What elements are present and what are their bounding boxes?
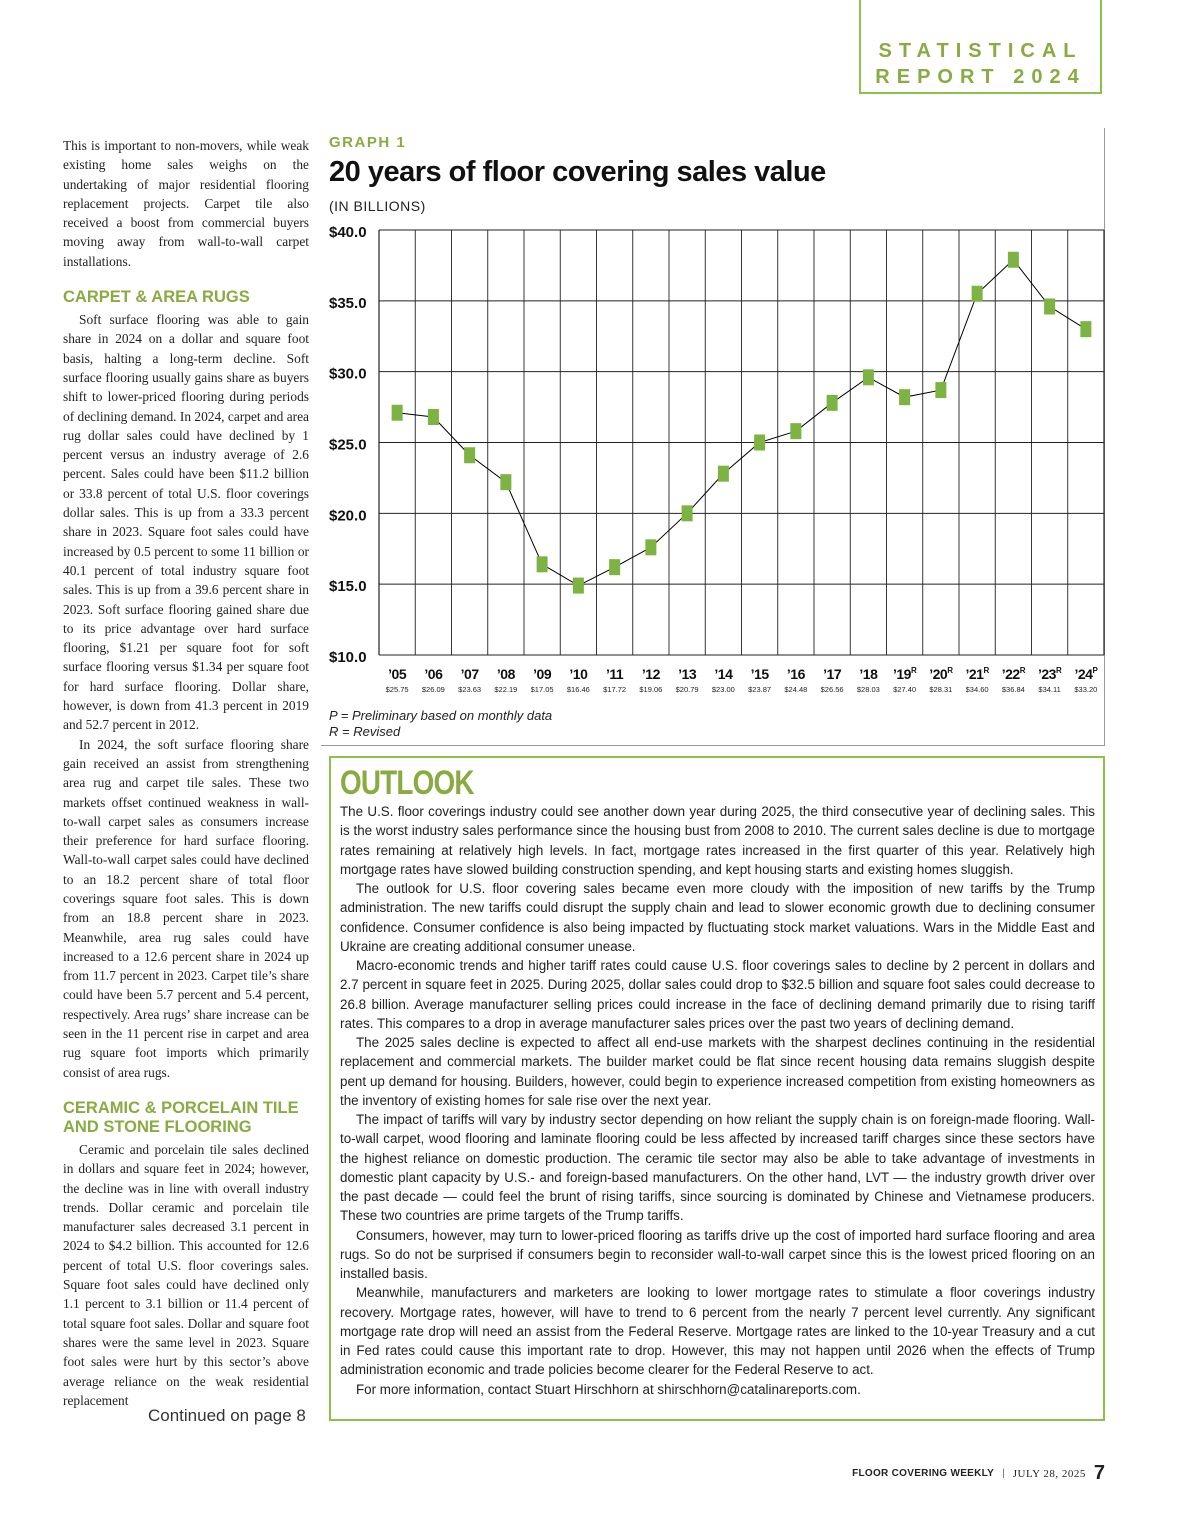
data-point-marker xyxy=(573,578,584,594)
data-value-label: $16.46 xyxy=(566,685,590,694)
y-tick-label: $20.0 xyxy=(329,507,367,525)
x-tick-label: ’10 xyxy=(569,666,588,682)
x-tick-superscript: R xyxy=(910,666,917,675)
outlook-paragraph-7: Meanwhile, manufacturers and marketers are looking to lower mortgage rates to stimulate a floor coverings industry recovery. Mortgage rates, however, will have to trend to 6 percent from the nearly 7 percent level currently. Any significant mortgage rate drop will need an assist from the Federal Reserve. Mortgage rates are linked to the 10-year Treasury and a cut in Fed rates could cause this important rate to drop. However, this may not happen until 2026 when the effects of Trump administration economic and trade policies become clearer for the Federal Reserve to act. xyxy=(340,1285,1095,1378)
note-revised: R = Revised xyxy=(329,724,401,739)
x-tick-superscript: R xyxy=(1055,666,1062,675)
x-tick-superscript: R xyxy=(983,666,989,675)
x-tick-superscript: P xyxy=(1092,666,1098,675)
data-value-label: $34.11 xyxy=(1038,685,1061,694)
x-tick-label: ’09 xyxy=(533,666,552,682)
y-tick-label: $10.0 xyxy=(329,649,367,666)
data-value-label: $17.05 xyxy=(530,685,554,694)
data-point-marker xyxy=(1080,321,1091,337)
publication-name: FLOOR COVERING WEEKLY xyxy=(852,1468,995,1479)
carpet-paragraph-2: In 2024, the soft surface flooring share gain received an assist from strengthening area rug and carpet tile sales. These two markets offset continued weakness in wall-to-wall carpet sales as consumers increase their preference for hard surface flooring. Wall-to-wall carpet sales could have declined to an 18.2 percent share of total floor coverings square foot sales. This is down from an 18.8 percent share in 2023. Meanwhile, area rug sales could have increased to a 12.6 percent share in 2024 up from 11.7 percent in 2023. Carpet tile’s share could have been 5.7 percent and 5.4 percent, respectively. Area rugs’ share increase can be seen in the 11 percent rise in carpet and area rug square foot imports which primarily consist of area rugs. xyxy=(63,736,309,1080)
outlook-paragraph-3: Macro-economic trends and higher tariff rates could cause U.S. floor coverings sales to decline by 2 percent in dollars and 2.7 percent in square feet in 2025. During 2025, dollar sales could drop to $32.5 billion and square foot sales could decrease to 26.8 billion. Average manufacturer selling prices could increase in the face of declining demand primarily due to rising tariff rates. This compares to a drop in average manufacturer sales prices over the past two years of declining demand. xyxy=(340,958,1095,1031)
badge-line-2: REPORT 2024 xyxy=(875,66,1086,88)
x-tick-label: ’13 xyxy=(678,666,697,682)
data-value-label: $26.09 xyxy=(421,685,445,694)
data-point-marker xyxy=(972,286,983,302)
data-value-label: $26.56 xyxy=(820,685,844,694)
data-value-label: $20.79 xyxy=(675,685,699,694)
ceramic-paragraph-1: Ceramic and porcelain tile sales declined in dollars and square feet in 2024; however, the decline was in line with overall industry trends. Dollar ceramic and porcelain tile manufacturer sales decreased 3.1 percent in 2024 to $4.2 billion. This accounted for 12.6 percent of total U.S. floor coverings sales. Square foot sales could have declined only 1.1 percent to 3.1 billion or 11.4 percent of total square foot sales. Dollar and square foot shares were the same level in 2023. Square foot sales were hurt by this sector’s above average reliance on the weak residential replacement xyxy=(63,1141,309,1408)
data-point-marker xyxy=(609,559,620,575)
data-value-label: $25.75 xyxy=(385,685,409,694)
data-value-label: $34.60 xyxy=(965,685,989,694)
continued-link[interactable]: Continued on page 8 xyxy=(148,1406,306,1425)
y-tick-label: $30.0 xyxy=(329,365,367,383)
outlook-paragraph-1: The U.S. floor coverings industry could see another down year during 2025, the third consecutive year of declining sales. This is the worst industry sales performance since the housing bust from 2008 to 2010. The current sales decline is due to mortgage rates remaining at relatively high levels. In fact, mortgage rates increased in the first quarter of this year. Relatively high mortgage rates have slowed building construction spending, and kept housing starts and existing homes sluggish. xyxy=(340,804,1095,877)
data-value-label: $23.87 xyxy=(748,685,772,694)
data-point-marker xyxy=(645,539,656,555)
x-tick-label: ’18 xyxy=(859,666,878,682)
y-tick-label: $35.0 xyxy=(329,294,367,312)
carpet-paragraph-1: Soft surface flooring was able to gain share in 2024 on a dollar and square foot basis, halting a long-term decline. Soft surface flooring usually gains share as buyers shift to lower-priced flooring during periods of declining demand. In 2024, carpet and area rug dollar sales could have declined by 1 percent versus an industry average of 2.6 percent. Sales could have been $11.2 billion or 33.8 percent of total U.S. floor coverings dollar sales. This is up from a 33.3 percent share in 2023. Square foot sales could have increased by 0.5 percent to some 11 billion or 40.1 percent of total industry square foot sales. This is up from a 39.6 percent share in 2023. Soft surface flooring gained share due to its price advantage over hard surface flooring, $1.21 per square foot for soft surface flooring versus $1.34 per square foot for hard surface flooring. Dollar share, however, is down from 41.3 percent in 2019 and 52.7 percent in 2012. xyxy=(63,312,309,733)
x-tick-label: $’19^R$ xyxy=(893,666,917,682)
data-point-marker xyxy=(537,556,548,572)
data-value-label: $19.06 xyxy=(639,685,663,694)
outlook-box xyxy=(329,756,1105,1421)
x-tick-label: $’22^R$ xyxy=(1001,666,1025,682)
data-value-label: $28.31 xyxy=(929,685,953,694)
data-point-marker xyxy=(464,447,475,463)
footer-separator: | xyxy=(1002,1468,1005,1479)
outlook-paragraph-6: Consumers, however, may turn to lower-priced flooring as tariffs drive up the cost of imported hard surface flooring and area rugs. So do not be surprised if consumers begin to reconsider wall-to-wall carpet since this is the lowest priced flooring on an installed basis. xyxy=(340,1227,1095,1281)
x-tick-label: $’23^R$ xyxy=(1038,666,1062,682)
y-tick-label: $15.0 xyxy=(329,578,367,596)
data-value-label: $22.19 xyxy=(494,685,518,694)
data-point-marker xyxy=(863,369,874,385)
graph-title: 20 years of floor covering sales value xyxy=(329,156,826,188)
data-point-marker xyxy=(827,395,838,411)
left-column xyxy=(63,136,309,1410)
sales-line-chart xyxy=(321,128,1105,746)
x-tick-superscript: R xyxy=(1019,666,1025,675)
data-point-marker xyxy=(500,474,511,490)
x-tick-label: ’16 xyxy=(786,666,805,682)
page-footer xyxy=(852,1462,1105,1485)
outlook-heading: OUTLOOK xyxy=(340,764,474,802)
outlook-paragraph-5: The impact of tariffs will vary by industry sector depending on how reliant the supply chain is on foreign-made flooring. Wall-to-wall carpet, wood flooring and laminate flooring could be less affected by increased tariff charges since these sectors have the highest reliance on domestic production. The ceramic tile sector may also be able to take advantage of investments in domestic plant capacity by U.S.- and foreign-based manufacturers. On the other hand, LVT — the industry growth driver over the past decade — could feel the brunt of rising tariffs, since sourcing is dominated by Chinese and Vietnamese producers. These two countries are prime targets of the Trump tariffs. xyxy=(340,1112,1095,1224)
page-number: 7 xyxy=(1093,1462,1105,1484)
data-point-marker xyxy=(1008,252,1019,268)
x-tick-label: ’12 xyxy=(641,666,660,682)
x-tick-superscript: R xyxy=(947,666,953,675)
y-tick-label: $40.0 xyxy=(329,224,367,241)
data-value-label: $27.40 xyxy=(893,685,917,694)
graph-block xyxy=(321,128,1105,746)
x-tick-label: ’15 xyxy=(750,666,769,682)
data-value-label: $23.63 xyxy=(458,685,482,694)
data-point-marker xyxy=(718,466,729,482)
data-value-label: $28.03 xyxy=(856,685,880,694)
x-tick-label: $’24^P$ xyxy=(1074,666,1098,682)
section-heading-ceramic: CERAMIC & PORCELAIN TILE AND STONE FLOORING xyxy=(63,1098,299,1136)
data-value-label: $36.84 xyxy=(1001,685,1025,694)
note-preliminary: P = Preliminary based on monthly data xyxy=(329,708,553,723)
data-value-label: $33.20 xyxy=(1074,685,1098,694)
graph-subtitle: (IN BILLIONS) xyxy=(329,198,426,214)
y-tick-label: $25.0 xyxy=(329,436,367,454)
outlook-paragraph-4: The 2025 sales decline is expected to affect all end-use markets with the sharpest declines continuing in the residential replacement and commercial markets. The builder market could be flat since recent housing data remains sluggish despite pent up demand for housing. Builders, however, could begin to experience increased competition from existing homeowners as the inventory of existing homes for sale rise over the next year. xyxy=(340,1035,1095,1108)
data-point-marker xyxy=(790,423,801,439)
issue-date: JULY 28, 2025 xyxy=(1012,1467,1086,1480)
x-tick-label: $’21^R$ xyxy=(965,666,989,682)
outlook-paragraph-8: For more information, contact Stuart Hirschhorn at shirschhorn@catalinareports.com. xyxy=(356,1381,861,1397)
data-point-marker xyxy=(899,389,910,405)
x-tick-label: ’07 xyxy=(460,666,479,682)
data-point-marker xyxy=(682,505,693,521)
x-tick-label: $’20^R$ xyxy=(929,666,953,682)
x-tick-label: ’08 xyxy=(496,666,515,682)
x-tick-label: ’06 xyxy=(424,666,443,682)
report-badge xyxy=(859,0,1102,94)
intro-paragraph: This is important to non-movers, while weak existing home sales weighs on the undertaking of major residential flooring replacement projects. Carpet tile also received a boost from commercial buyers moving away from wall-to-wall carpet installations. xyxy=(63,138,309,269)
outlook-paragraph-2: The outlook for U.S. floor covering sales became even more cloudy with the imposition of new tariffs by the Trump administration. The new tariffs could disrupt the supply chain and lead to slower economic growth due to declining consumer confidence. Consumer confidence is also being impacted by fluctuating stock market valuations. Wars in the Middle East and Ukraine are creating additional consumer unease. xyxy=(340,881,1095,954)
badge-line-1: STATISTICAL xyxy=(878,40,1083,62)
graph-label: GRAPH 1 xyxy=(329,134,407,151)
data-value-label: $17.72 xyxy=(603,685,627,694)
data-point-marker xyxy=(935,382,946,398)
data-point-marker xyxy=(392,405,403,421)
data-point-marker xyxy=(754,435,765,451)
x-tick-label: ’17 xyxy=(823,666,842,682)
x-tick-label: ’05 xyxy=(388,666,407,682)
x-tick-label: ’11 xyxy=(606,666,624,682)
data-value-label: $24.48 xyxy=(784,685,808,694)
data-value-label: $23.00 xyxy=(711,685,735,694)
x-tick-label: ’14 xyxy=(714,666,733,682)
data-point-marker xyxy=(428,409,439,425)
section-heading-carpet: CARPET & AREA RUGS xyxy=(63,288,250,307)
data-point-marker xyxy=(1044,299,1055,315)
